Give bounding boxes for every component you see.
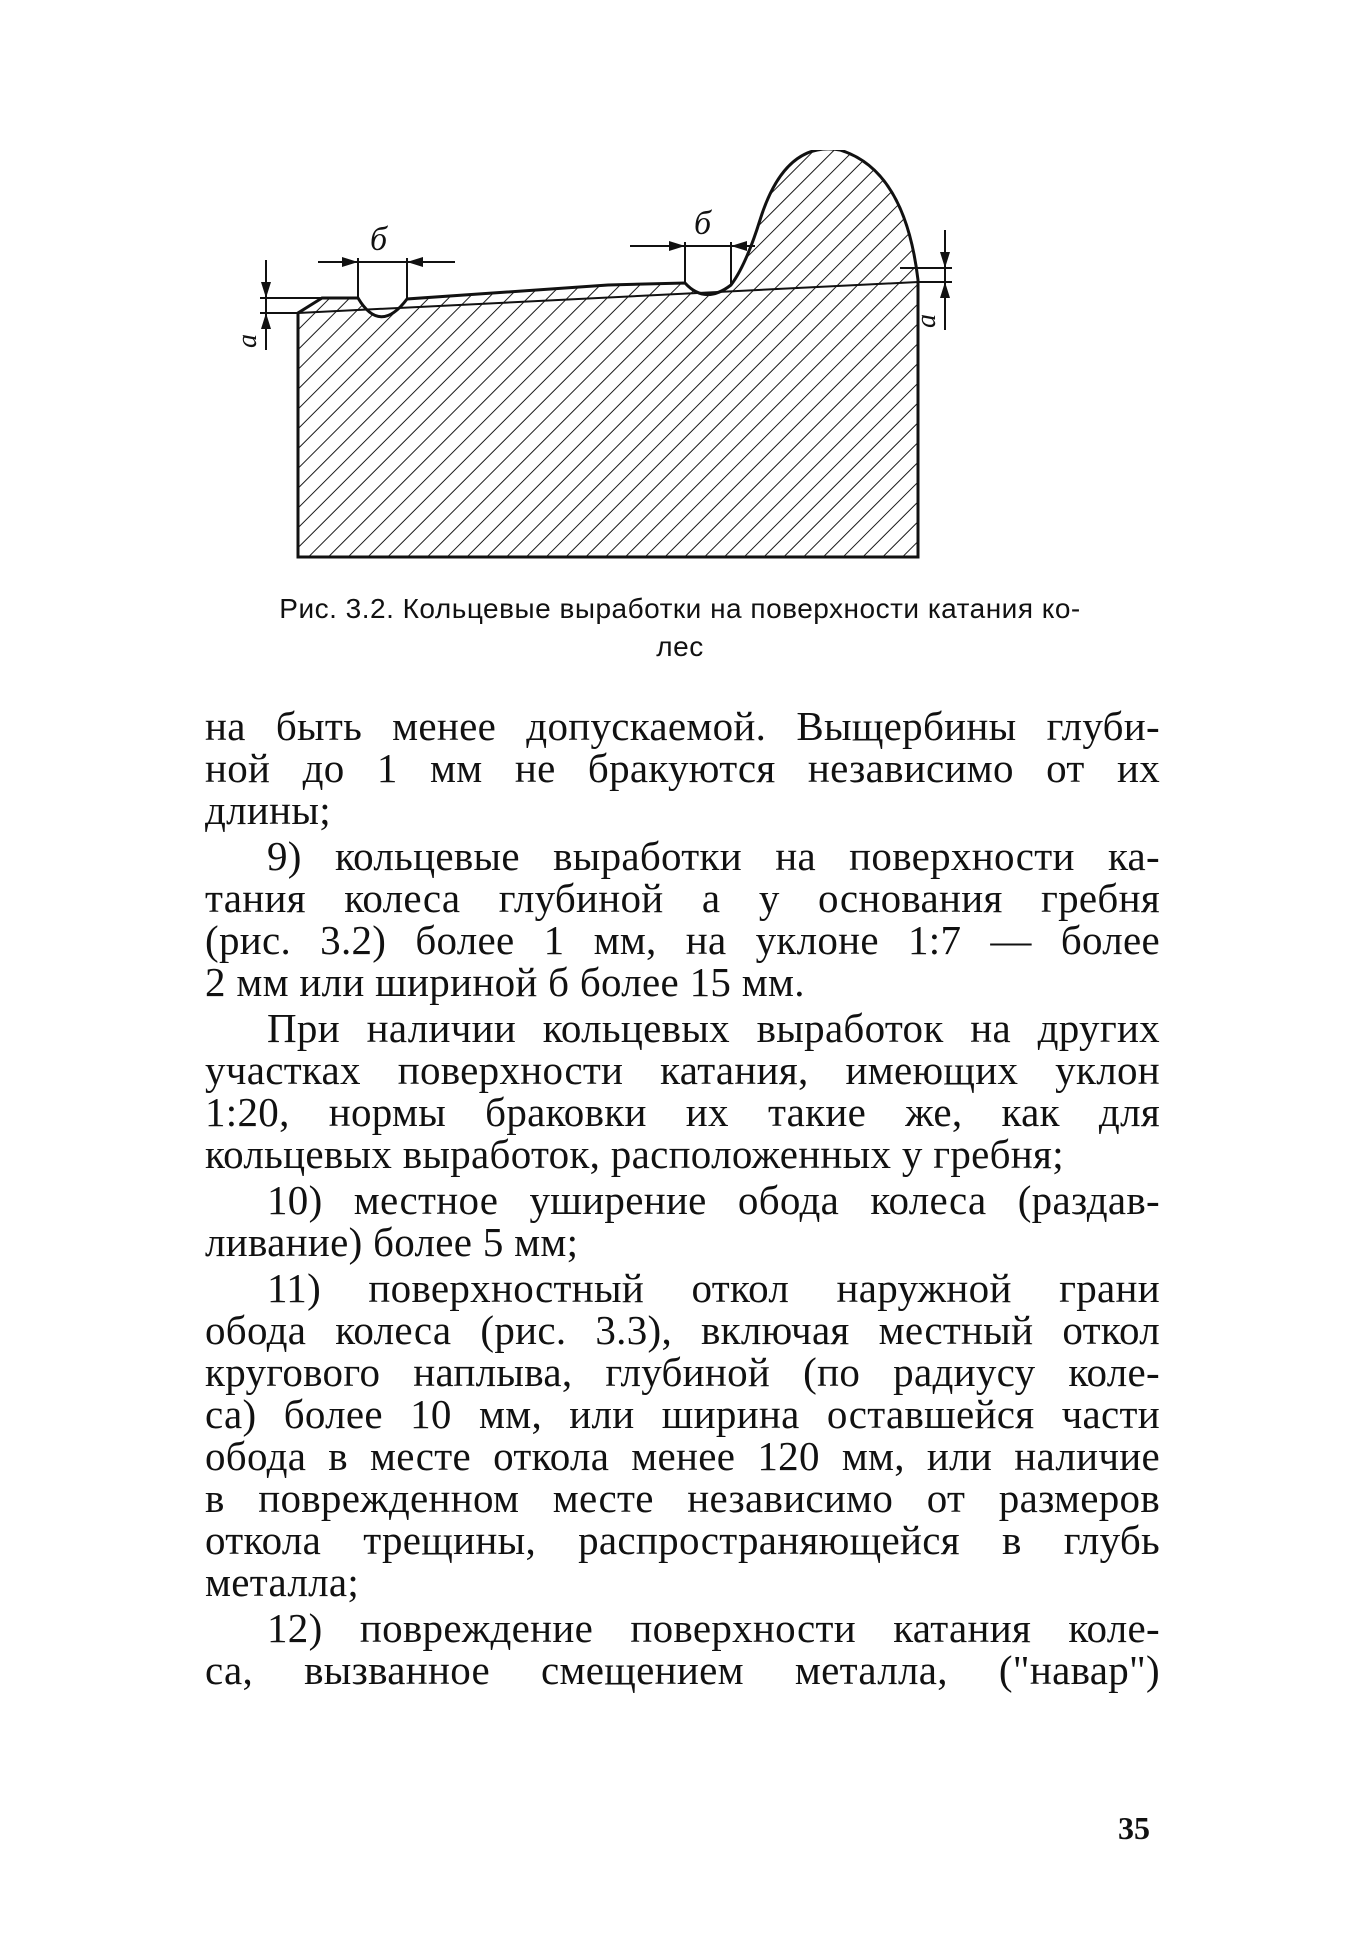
paragraph-item-9 [205, 835, 1160, 1003]
figure-caption [180, 590, 1180, 666]
text-line: обода колеса (рис. 3.3), включая местный откол [205, 1307, 1160, 1353]
figure-wheel-profile [200, 150, 1150, 580]
text-line: ливание) более 5 мм; [205, 1219, 579, 1265]
paragraph-other-sections [205, 1007, 1160, 1175]
label-depth-left: a [232, 334, 263, 348]
body-text [205, 705, 1160, 1695]
paragraph-item-10 [205, 1179, 1160, 1263]
text-line: 2 мм или шириной б более 15 мм. [205, 959, 805, 1005]
label-width-right: б [694, 205, 712, 242]
text-line: в поврежденном месте независимо от размеров [205, 1475, 1160, 1521]
page-number: 35 [1118, 1810, 1150, 1846]
text-line: са) более 10 мм, или ширина оставшейся части [205, 1391, 1160, 1437]
text-line: откола трещины, распространяющейся в глубь [205, 1517, 1160, 1563]
text-line: кругового наплыва, глубиной (по радиусу коле- [205, 1349, 1160, 1395]
text-line: 12) повреждение поверхности катания коле- [267, 1605, 1160, 1651]
right-groove-arrow-left [731, 241, 747, 251]
text-line: на быть менее допускаемой. Выщербины глуби- [205, 703, 1160, 749]
caption-line: Рис. 3.2. Кольцевые выработки на поверхности катания ко- [279, 593, 1081, 624]
wheel-profile-drawing [200, 150, 1150, 580]
left-arrow-down [261, 282, 271, 298]
text-line: участках поверхности катания, имеющих уклон [205, 1047, 1160, 1093]
text-line: 9) кольцевые выработки на поверхности ка- [267, 833, 1160, 879]
paragraph-continuation [205, 705, 1160, 831]
left-groove-arrow-right [342, 257, 358, 267]
text-line: тания колеса глубиной a у основания гребня [205, 875, 1160, 921]
left-groove-arrow-left [407, 257, 423, 267]
label-depth-right: a [911, 314, 942, 328]
text-line: металла; [205, 1559, 360, 1605]
paragraph-item-12 [205, 1607, 1160, 1691]
text-line: кольцевых выработок, расположенных у гребня; [205, 1131, 1064, 1177]
text-line: При наличии кольцевых выработок на других [267, 1005, 1160, 1051]
text-line: 10) местное уширение обода колеса (раздав- [267, 1177, 1160, 1223]
left-arrow-up [261, 313, 271, 329]
text-line: са, вызванное смещением металла, ("навар") [205, 1647, 1160, 1693]
text-line: обода в месте откола менее 120 мм, или наличие [205, 1433, 1160, 1479]
right-arrow-up [940, 282, 950, 298]
right-arrow-down [940, 252, 950, 268]
text-line: длины; [205, 787, 331, 833]
right-groove-arrow-right [669, 241, 685, 251]
text-line: (рис. 3.2) более 1 мм, на уклоне 1:7 — более [205, 917, 1160, 963]
text-line: 11) поверхностный откол наружной грани [267, 1265, 1160, 1311]
caption-line: лес [656, 631, 704, 662]
label-width-left: б [370, 221, 388, 258]
text-line: ной до 1 мм не бракуются независимо от их [205, 745, 1160, 791]
text-line: 1:20, нормы браковки их такие же, как для [205, 1089, 1160, 1135]
wheel-rim-section [298, 150, 918, 557]
paragraph-item-11 [205, 1267, 1160, 1603]
